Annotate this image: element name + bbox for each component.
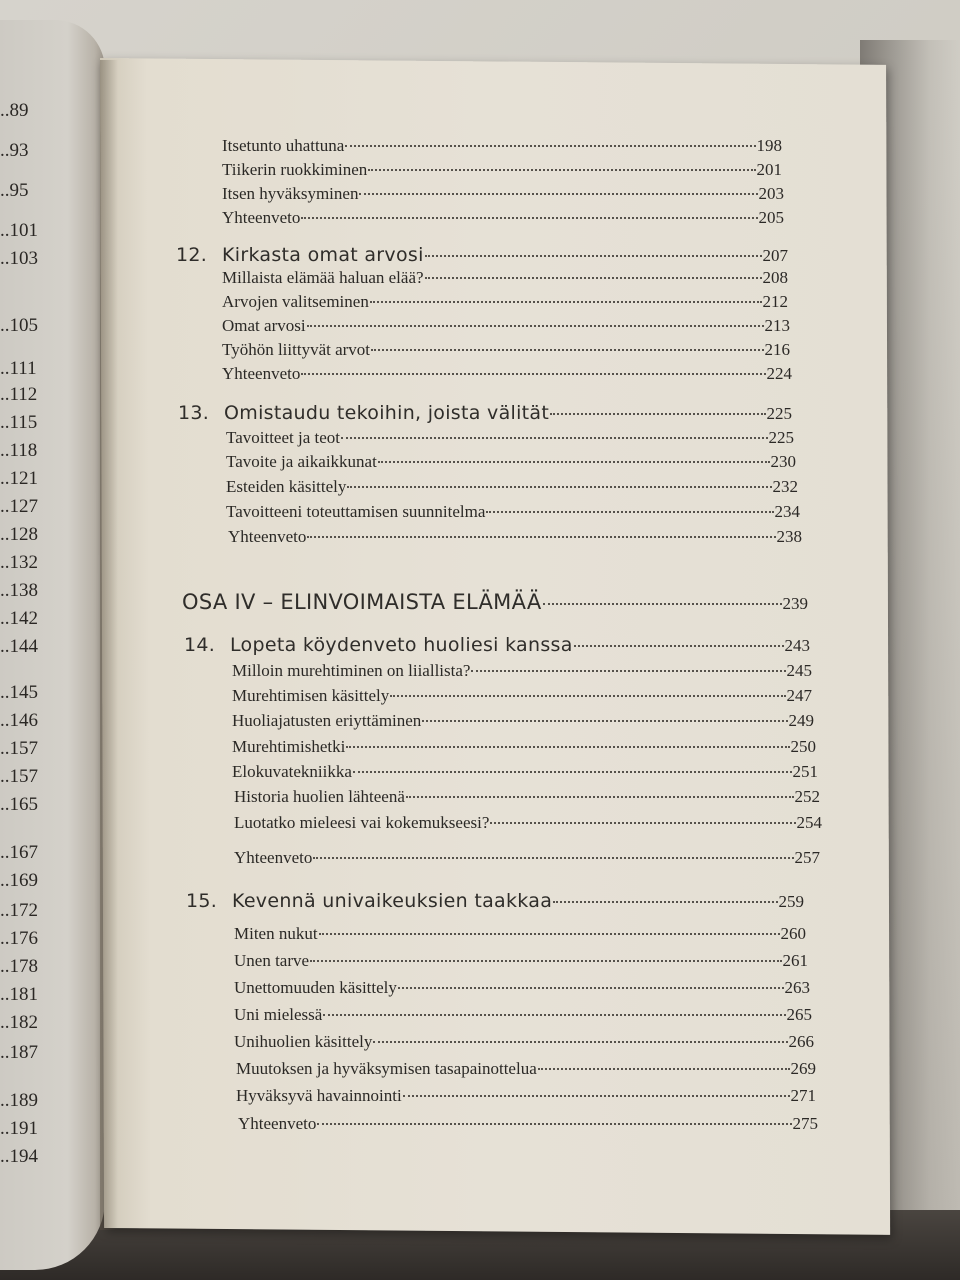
- dot-leader: [574, 645, 784, 647]
- left-page-number: ..181: [0, 984, 38, 1005]
- left-page-number: ..103: [0, 248, 38, 269]
- left-page-number: ..138: [0, 580, 38, 601]
- left-page-number: ..95: [0, 180, 29, 201]
- toc-entry: Historia huolien lähteenä 252: [234, 787, 820, 806]
- dot-leader: [378, 461, 770, 463]
- toc-entry: Hyväksyvä havainnointi 271: [236, 1086, 816, 1105]
- toc-entry: Yhteenveto 275: [238, 1114, 818, 1133]
- left-page-number: ..89: [0, 100, 29, 121]
- left-page-number: ..118: [0, 440, 38, 461]
- dot-leader: [359, 193, 757, 195]
- dot-leader: [371, 349, 763, 351]
- toc-entry: Esteiden käsittely 232: [226, 477, 798, 496]
- toc-entry: Millaista elämää haluan elää? 208: [222, 268, 788, 287]
- dot-leader: [390, 695, 785, 697]
- left-page-number: ..121: [0, 468, 38, 489]
- left-page-number: ..157: [0, 766, 38, 787]
- toc-entry: Huoliajatusten eriyttäminen 249: [232, 711, 814, 730]
- dot-leader: [347, 486, 771, 488]
- left-page-number: ..132: [0, 552, 38, 573]
- dot-leader: [543, 603, 782, 605]
- left-page-number: ..194: [0, 1146, 38, 1167]
- dot-leader: [317, 1123, 791, 1125]
- left-page-number: ..157: [0, 738, 38, 759]
- dot-leader: [341, 437, 768, 439]
- toc-entry: Tavoitteeni toteuttamisen suunnitelma 234: [226, 502, 800, 521]
- left-page-number: ..172: [0, 900, 38, 921]
- left-page-number: ..191: [0, 1118, 38, 1139]
- dot-leader: [319, 933, 780, 935]
- toc-entry: Tavoite ja aikaikkunat 230: [226, 452, 796, 471]
- chapter-heading: 12. Kirkasta omat arvosi 207: [176, 244, 788, 266]
- dot-leader: [301, 373, 765, 375]
- left-page-number: ..165: [0, 794, 38, 815]
- chapter-heading: 13. Omistaudu tekoihin, joista välität 225: [178, 402, 792, 424]
- left-page-number: ..112: [0, 384, 38, 405]
- dot-leader: [307, 325, 764, 327]
- left-page-number: ..105: [0, 315, 38, 336]
- dot-leader: [471, 670, 785, 672]
- left-page-number: ..128: [0, 524, 38, 545]
- dot-leader: [310, 960, 781, 962]
- dot-leader: [301, 217, 757, 219]
- toc-entry: Yhteenveto 205: [222, 208, 784, 227]
- toc-entry: Milloin murehtiminen on liiallista? 245: [232, 661, 812, 680]
- left-page-number: ..142: [0, 608, 38, 629]
- left-page-number: ..167: [0, 842, 38, 863]
- left-page-number: ..145: [0, 682, 38, 703]
- left-page-number: ..115: [0, 412, 38, 433]
- toc-entry: Luotatko mieleesi vai kokemukseesi? 254: [234, 813, 822, 832]
- dot-leader: [425, 277, 762, 279]
- toc-entry: Miten nukut 260: [234, 924, 806, 943]
- dot-leader: [373, 1041, 787, 1043]
- left-page-number: ..187: [0, 1042, 38, 1063]
- dot-leader: [425, 255, 762, 257]
- left-page-number: ..176: [0, 928, 38, 949]
- left-page-number: ..111: [0, 358, 37, 379]
- dot-leader: [486, 511, 773, 513]
- toc-entry: Tiikerin ruokkiminen 201: [222, 160, 782, 179]
- left-page-number: ..144: [0, 636, 38, 657]
- toc-entry: Yhteenveto 224: [222, 364, 792, 383]
- toc-entry: Unen tarve 261: [234, 951, 808, 970]
- dot-leader: [307, 536, 775, 538]
- toc-entry: Murehtimisen käsittely 247: [232, 686, 812, 705]
- toc-entry: Elokuvatekniikka 251: [232, 762, 818, 781]
- left-page-number: ..101: [0, 220, 38, 241]
- left-page-number: ..169: [0, 870, 38, 891]
- left-page-number: ..127: [0, 496, 38, 517]
- dot-leader: [490, 822, 795, 824]
- part-heading: OSA IV – ELINVOIMAISTA ELÄMÄÄ 239: [182, 590, 808, 614]
- left-page-number: ..178: [0, 956, 38, 977]
- left-page-number: ..93: [0, 140, 29, 161]
- toc-entry: Arvojen valitseminen 212: [222, 292, 788, 311]
- dot-leader: [313, 857, 793, 859]
- toc-entry: Yhteenveto 257: [234, 848, 820, 867]
- left-page-number: ..146: [0, 710, 38, 731]
- toc-entry: Omat arvosi 213: [222, 316, 790, 335]
- toc-entry: Yhteenveto 238: [228, 527, 802, 546]
- dot-leader: [353, 771, 792, 773]
- left-page-number: ..189: [0, 1090, 38, 1111]
- toc-entry: Muutoksen ja hyväksymisen tasapainottelua 269: [236, 1059, 816, 1078]
- dot-leader: [323, 1014, 785, 1016]
- toc-entry: Itsetunto uhattuna 198: [222, 136, 782, 155]
- dot-leader: [370, 301, 762, 303]
- dot-leader: [422, 720, 787, 722]
- toc-entry: Uni mielessä 265: [234, 1005, 812, 1024]
- dot-leader: [550, 413, 765, 415]
- dot-leader: [406, 796, 794, 798]
- toc-entry: Tavoitteet ja teot 225: [226, 428, 794, 447]
- dot-leader: [368, 169, 755, 171]
- toc-entry: Unihuolien käsittely 266: [234, 1032, 814, 1051]
- dot-leader: [398, 987, 784, 989]
- toc-entry: Murehtimishetki 250: [232, 737, 816, 756]
- chapter-heading: 14. Lopeta köydenveto huoliesi kanssa 243: [184, 634, 810, 656]
- chapter-heading: 15. Kevennä univaikeuksien taakkaa 259: [186, 890, 804, 912]
- dot-leader: [403, 1095, 790, 1097]
- toc-entry: Itsen hyväksyminen 203: [222, 184, 784, 203]
- dot-leader: [553, 901, 777, 903]
- toc-entry: Unettomuuden käsittely 263: [234, 978, 810, 997]
- dot-leader: [346, 746, 789, 748]
- toc-entry: Työhön liittyvät arvot 216: [222, 340, 790, 359]
- dot-leader: [345, 145, 755, 147]
- dot-leader: [538, 1068, 790, 1070]
- left-page-number: ..182: [0, 1012, 38, 1033]
